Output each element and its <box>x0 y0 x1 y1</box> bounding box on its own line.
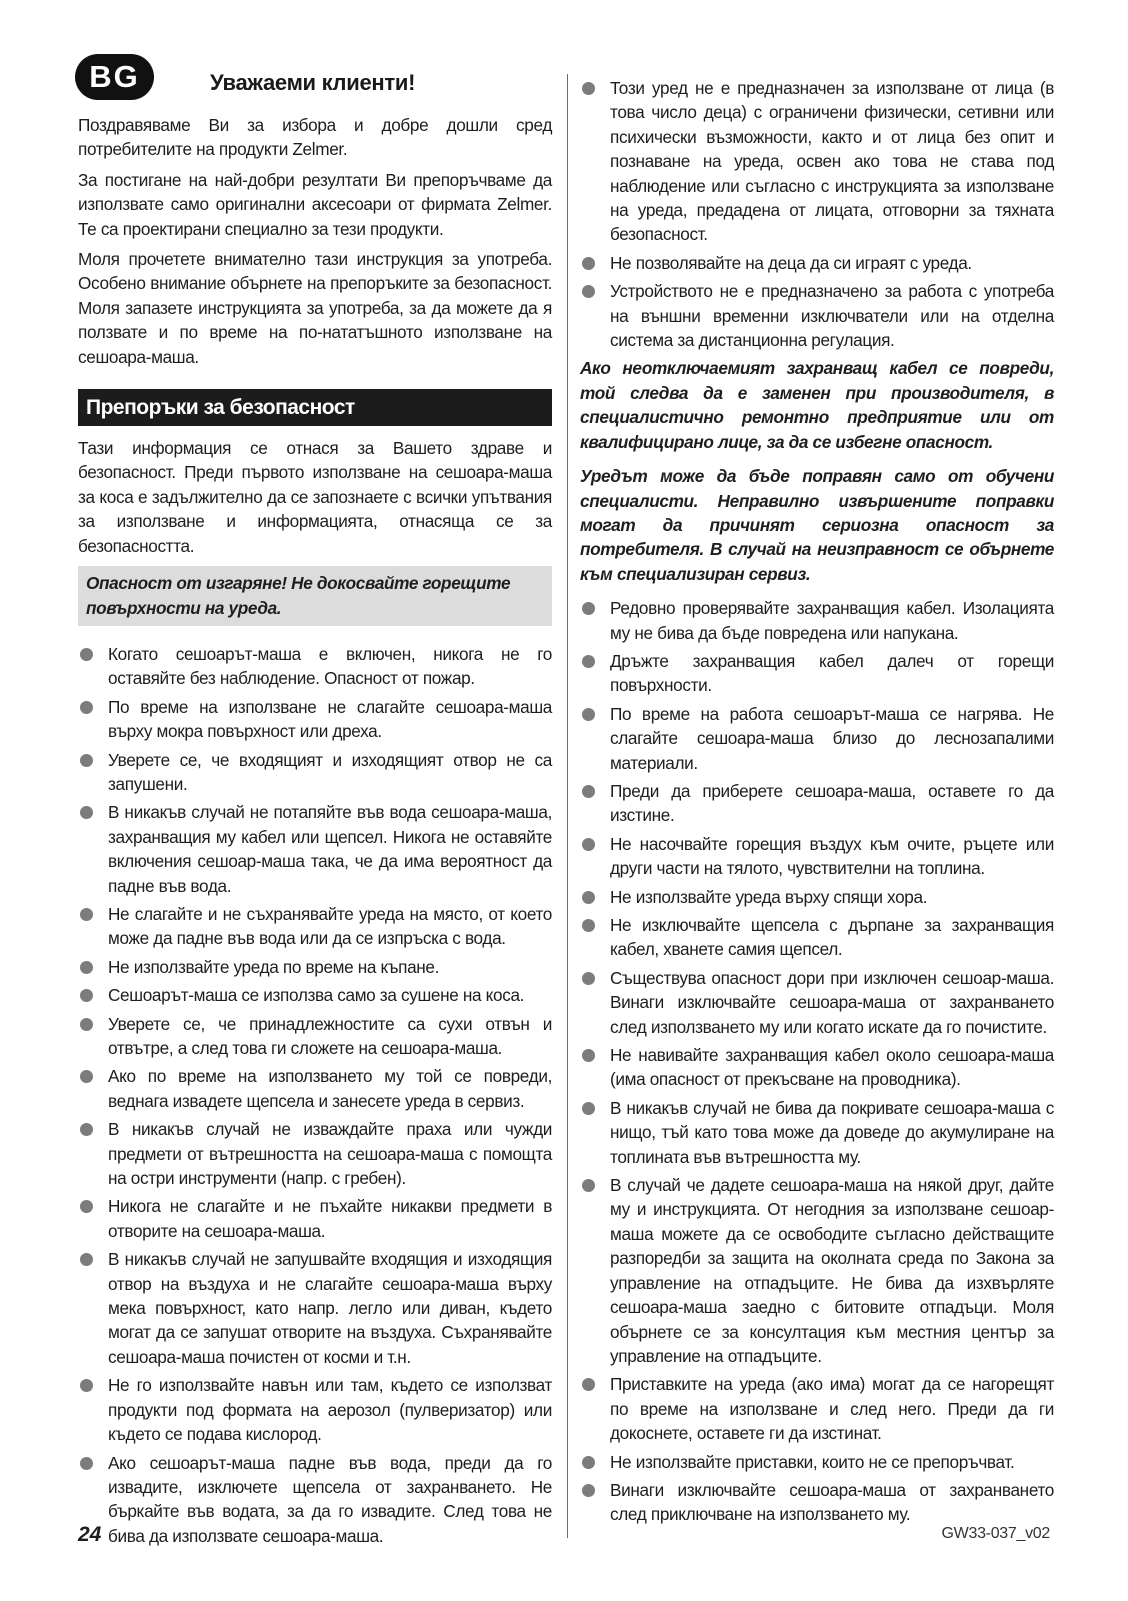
list-item: Не слагайте и не съхранявайте уреда на място, от което може да падне във вода или да се изпръска с вода. <box>78 902 552 951</box>
list-item: По време на използване не слагайте сешоара-маша върху мокра повърхност или дреха. <box>78 695 552 744</box>
safety-heading: Препоръки за безопасност <box>78 389 552 426</box>
list-item: Уверете се, че входящият и изходящият отвор не са запушени. <box>78 748 552 797</box>
list-item: Устройството не е предназначено за работа с употреба на външни временни изключватели или на отделна система за дистанционна регулация. <box>580 279 1054 352</box>
burn-warning-box: Опасност от изгаряне! Не докосвайте горещите повърхности на уреда. <box>78 566 552 626</box>
bullet-icon <box>582 1378 595 1391</box>
bullet-icon <box>80 908 93 921</box>
column-divider <box>567 74 568 1538</box>
intro-paragraph-3: Моля прочетете внимателно тази инструкция за употреба. Особено внимание обърнете на препоръките за безопасност. Моля запазете инструкцията за употреба, за да можете да я ползвате и по време на по-нататъшното използване на сешоара-маша. <box>78 249 552 367</box>
list-item: Ако сешоарът-маша падне във вода, преди да го извадите, изключете щепсела от захранването. Не бъркайте във водата, за да го извадите. След това не бива да използвате сешоара-маша. <box>78 1451 552 1549</box>
bullet-icon <box>582 1456 595 1469</box>
bullet-icon <box>582 972 595 985</box>
list-item: Сешоарът-маша се използва само за сушене на коса. <box>78 983 552 1007</box>
bullet-icon <box>582 1102 595 1115</box>
list-item: Редовно проверявайте захранващия кабел. Изолацията му не бива да бъде повредена или напукана. <box>580 596 1054 645</box>
page-number: 24 <box>78 1523 102 1546</box>
bullet-icon <box>582 602 595 615</box>
list-item: Не навивайте захранващия кабел около сешоара-маша (има опасност от прекъсване на проводника). <box>580 1043 1054 1092</box>
list-item: Приставките на уреда (ако има) могат да се нагорещят по време на използване и след него. Преди да ги докоснете, оставете ги да изстинат. <box>580 1372 1054 1445</box>
list-item: Съществува опасност дори при изключен сешоар-маша. Винаги изключвайте сешоара-маша от захранването след използването му или когато искате да го почистите. <box>580 966 1054 1039</box>
list-item: Ако по време на използването му той се повреди, веднага извадете щепсела и занесете уреда в сервиз. <box>78 1064 552 1113</box>
bullet-icon <box>80 1253 93 1266</box>
list-item: В никакъв случай не изваждайте праха или чужди предмети от вътрешността на сешоара-маша с помощта на остри инструменти (напр. с гребен). <box>78 1117 552 1190</box>
bullet-icon <box>80 754 93 767</box>
bullet-icon <box>80 806 93 819</box>
safety-intro: Тази информация се отнася за Вашето здраве и безопасност. Преди първото използване на сешоара-маша за коса е задължително да се запознаете с всички упътвания за използване и информацията, отнасяща се за безопасността. <box>78 438 552 556</box>
bullet-icon <box>582 1484 595 1497</box>
bullet-icon <box>582 919 595 932</box>
bullet-icon <box>582 285 595 298</box>
bullet-icon <box>582 785 595 798</box>
list-item: В никакъв случай не запушвайте входящия и изходящия отвор на въздуха и не слагайте сешоара-маша върху мека повърхност, като напр. легло или диван, където могат да се запушат отворите на въздуха. Съхранявайте сешоара-маша почистен от косми и т.н. <box>78 1247 552 1369</box>
list-item: Когато сешоарът-маша е включен, никога не го оставяйте без наблюдение. Опасност от пожар. <box>78 642 552 691</box>
bullet-icon <box>80 1379 93 1392</box>
right-bullet-list-top <box>580 76 1054 352</box>
greeting-heading: Уважаеми клиенти! <box>210 70 416 95</box>
right-column <box>580 76 1054 1531</box>
intro-paragraph-1: Поздравяваме Ви за избора и добре дошли сред потребителите на продукти Zelmer. <box>78 115 552 160</box>
bullet-icon <box>582 708 595 721</box>
list-item: Преди да приберете сешоара-маша, оставете го да изстине. <box>580 779 1054 828</box>
list-item: Не позволявайте на деца да си играят с уреда. <box>580 251 1054 275</box>
bullet-icon <box>80 701 93 714</box>
cable-replacement-note: Ако неотключаемият захранващ кабел се повреди, той следва да е заменен при производителя, в специалистично ремонтно предприятие или от квалифицирано лице, за да се избегне опасност. <box>580 358 1054 452</box>
bullet-icon <box>80 989 93 1002</box>
bullet-icon <box>582 82 595 95</box>
bullet-icon <box>80 1200 93 1213</box>
left-bullet-list <box>78 642 552 1548</box>
list-item: В никакъв случай не потапяйте във вода сешоара-маша, захранващия му кабел или щепсел. Никога не оставяйте включения сешоар-маша така, че да има вероятност да падне във вода. <box>78 800 552 898</box>
document-code: GW33-037_v02 <box>941 1525 1050 1542</box>
language-badge: BG <box>75 54 154 100</box>
list-item: Винаги изключвайте сешоара-маша от захранването след приключване на използването му. <box>580 1478 1054 1527</box>
list-item: Не използвайте приставки, които не се препоръчват. <box>580 1450 1054 1474</box>
bullet-icon <box>582 838 595 851</box>
list-item: В никакъв случай не бива да покривате сешоара-маша с нищо, тъй като това може да доведе до акумулиране на топлината във вътрешността му. <box>580 1096 1054 1169</box>
list-item: По време на работа сешоарът-маша се нагрява. Не слагайте сешоара-маша близо до леснозапалими материали. <box>580 702 1054 775</box>
bullet-icon <box>582 655 595 668</box>
list-item: Дръжте захранващия кабел далеч от горещи повърхности. <box>580 649 1054 698</box>
list-item: Никога не слагайте и не пъхайте никакви предмети в отворите на сешоара-маша. <box>78 1194 552 1243</box>
list-item: Не използвайте уреда върху спящи хора. <box>580 885 1054 909</box>
list-item: Не използвайте уреда по време на къпане. <box>78 955 552 979</box>
bullet-icon <box>80 1457 93 1470</box>
bullet-icon <box>80 1018 93 1031</box>
list-item: Уверете се, че принадлежностите са сухи отвън и отвътре, а след това ги сложете на сешоара-маша. <box>78 1012 552 1061</box>
list-item: Не го използвайте навън или там, където се използват продукти под формата на аерозол (пулверизатор) или където се подава кислород. <box>78 1373 552 1446</box>
list-item: Не изключвайте щепсела с дърпане за захранващия кабел, хванете самия щепсел. <box>580 913 1054 962</box>
bullet-icon <box>582 257 595 270</box>
bullet-icon <box>582 1049 595 1062</box>
list-item: Този уред не е предназначен за използване от лица (в това число деца) с ограничени физически, сетивни или психически възможности, както и от лица без опит и познаване на уреда, освен ако това не става под наблюдение или съгласно с инструкцията за използване на уреда, предадена от лицата, отговорни за тяхната безопасност. <box>580 76 1054 247</box>
bullet-icon <box>582 891 595 904</box>
bullet-icon <box>80 648 93 661</box>
bullet-icon <box>80 1070 93 1083</box>
list-item: В случай че дадете сешоара-маша на някой друг, дайте му и инструкцията. От негодния за използване сешоар-маша можете да се освободите съгласно действащите разпоредби за защита на околната среда по Закона за управление на отпадъците. Не бива да изхвърляте сешоара-маша заедно с битовите отпадъци. Моля обърнете се за консултация към местния център за управление на отпадъците. <box>580 1173 1054 1368</box>
bullet-icon <box>582 1179 595 1192</box>
list-item: Не насочвайте горещия въздух към очите, ръцете или други части на тялото, чувствителни на топлина. <box>580 832 1054 881</box>
right-bullet-list <box>580 596 1054 1527</box>
bullet-icon <box>80 961 93 974</box>
repair-note: Уредът може да бъде поправян само от обучени специалисти. Неправилно извършените поправки могат да причинят сериозна опасност за потребителя. В случай на неизправност се обърнете към специализиран сервиз. <box>580 466 1054 584</box>
left-column <box>78 113 552 1552</box>
bullet-icon <box>80 1123 93 1136</box>
intro-paragraph-2: За постигане на най-добри резултати Ви препоръчваме да използвате само оригинални аксесоари от фирмата Zelmer. Те са проектирани специално за тези продукти. <box>78 169 552 239</box>
